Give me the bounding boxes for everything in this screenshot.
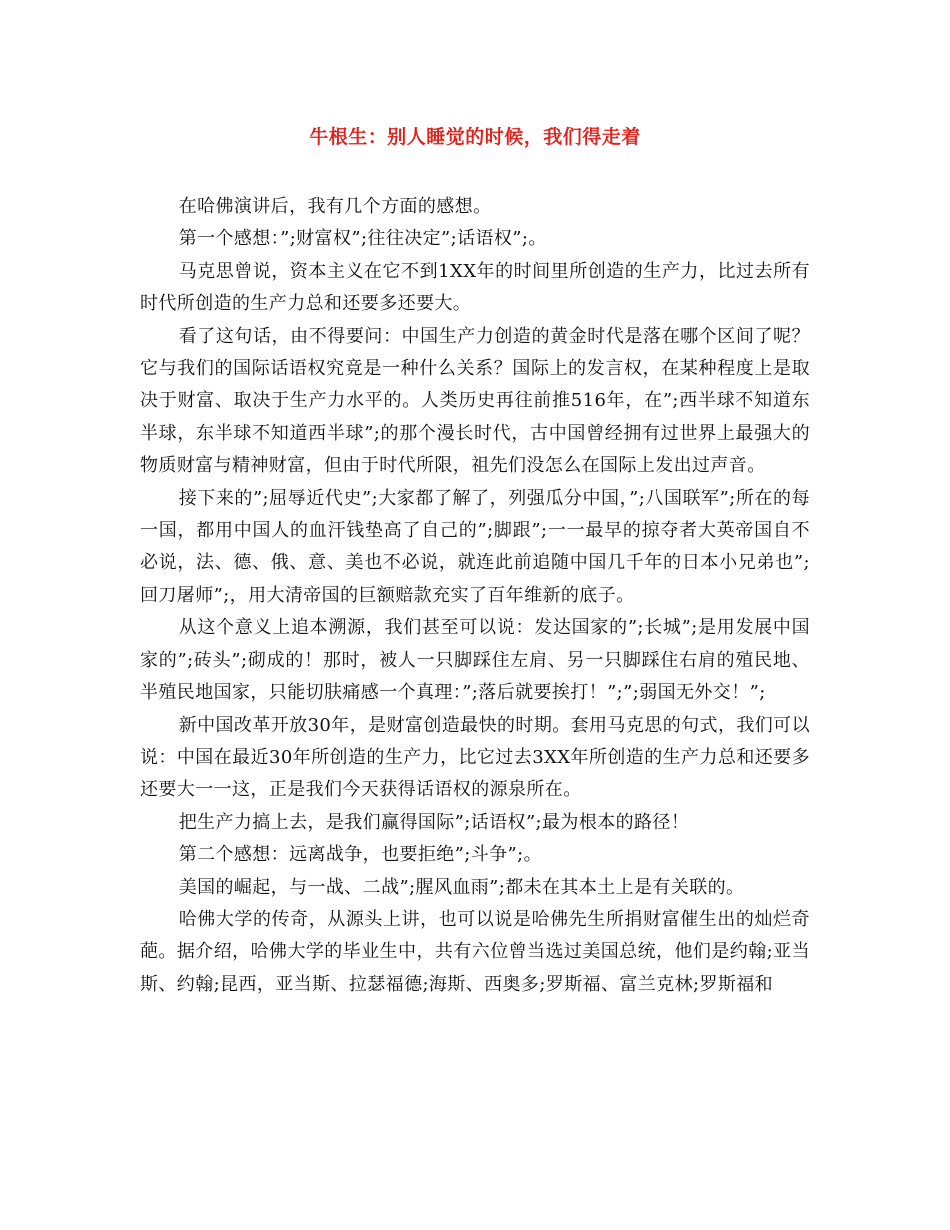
paragraph: 第一个感想：”;财富权”;往往决定”;话语权”;。 [178,228,547,250]
paragraph: 接下来的”;屈辱近代史”;大家都了解了，列强瓜分中国，”;八国联军”;所在的每一国，都用中国人的血汗钱垫高了自己的”;脚跟”;一一最早的掠夺者大英帝国自不必说，法、德、俄、意、美也不必说，就连此前追随中国几千年的日本小兄弟也”;回刀屠师”;，用大清帝国的巨额赔款充实了百年维新的底子。 [140,487,810,606]
document-body [140,191,810,1001]
paragraph: 看了这句话，由不得要问：中国生产力创造的黄金时代是落在哪个区间了呢？它与我们的国际话语权究竟是一种什么关系？国际上的发言权，在某种程度上是取决于财富、取决于生产力水平的。人类历史再往前推516年，在”;西半球不知道东半球，东半球不知道西半球”;的那个漫长时代，古中国曾经拥有过世界上最强大的物质财富与精神财富，但由于时代所限，祖先们没怎么在国际上发出过声音。 [140,325,810,477]
paragraph: 第二个感想：远离战争，也要拒绝”;斗争”;。 [178,844,543,866]
paragraph: 马克思曾说，资本主义在它不到1XX年的时间里所创造的生产力，比过去所有时代所创造的生产力总和还要多还要大。 [140,260,810,315]
paragraph: 把生产力搞上去，是我们赢得国际”;话语权”;最为根本的路径！ [178,811,690,833]
document-title: 牛根生：别人睡觉的时候，我们得走着 [309,126,641,148]
paragraph: 新中国改革开放30年，是财富创造最快的时期。套用马克思的句式，我们可以说：中国在最近30年所创造的生产力，比它过去3XX年所创造的生产力总和还要多还要大一一这，正是我们今天获得话语权的源泉所在。 [140,714,810,801]
paragraph: 从这个意义上追本溯源，我们甚至可以说：发达国家的”;长城”;是用发展中国家的”;砖头”;砌成的！那时，被人一只脚踩住左肩、另一只脚踩住右肩的殖民地、半殖民地国家，只能切肤痛感一个真理：”;落后就要挨打！”;”;弱国无外交！”; [140,617,810,704]
paragraph: 哈佛大学的传奇，从源头上讲，也可以说是哈佛先生所捐财富催生出的灿烂奇葩。据介绍，哈佛大学的毕业生中，共有六位曾当选过美国总统，他们是约翰;亚当斯、约翰;昆西，亚当斯、拉瑟福德;海斯、西奥多;罗斯福、富兰克林;罗斯福和 [140,908,810,995]
paragraph: 美国的崛起，与一战、二战”;腥风血雨”;都未在其本土上是有关联的。 [178,876,745,898]
paragraph: 在哈佛演讲后，我有几个方面的感想。 [178,196,492,217]
